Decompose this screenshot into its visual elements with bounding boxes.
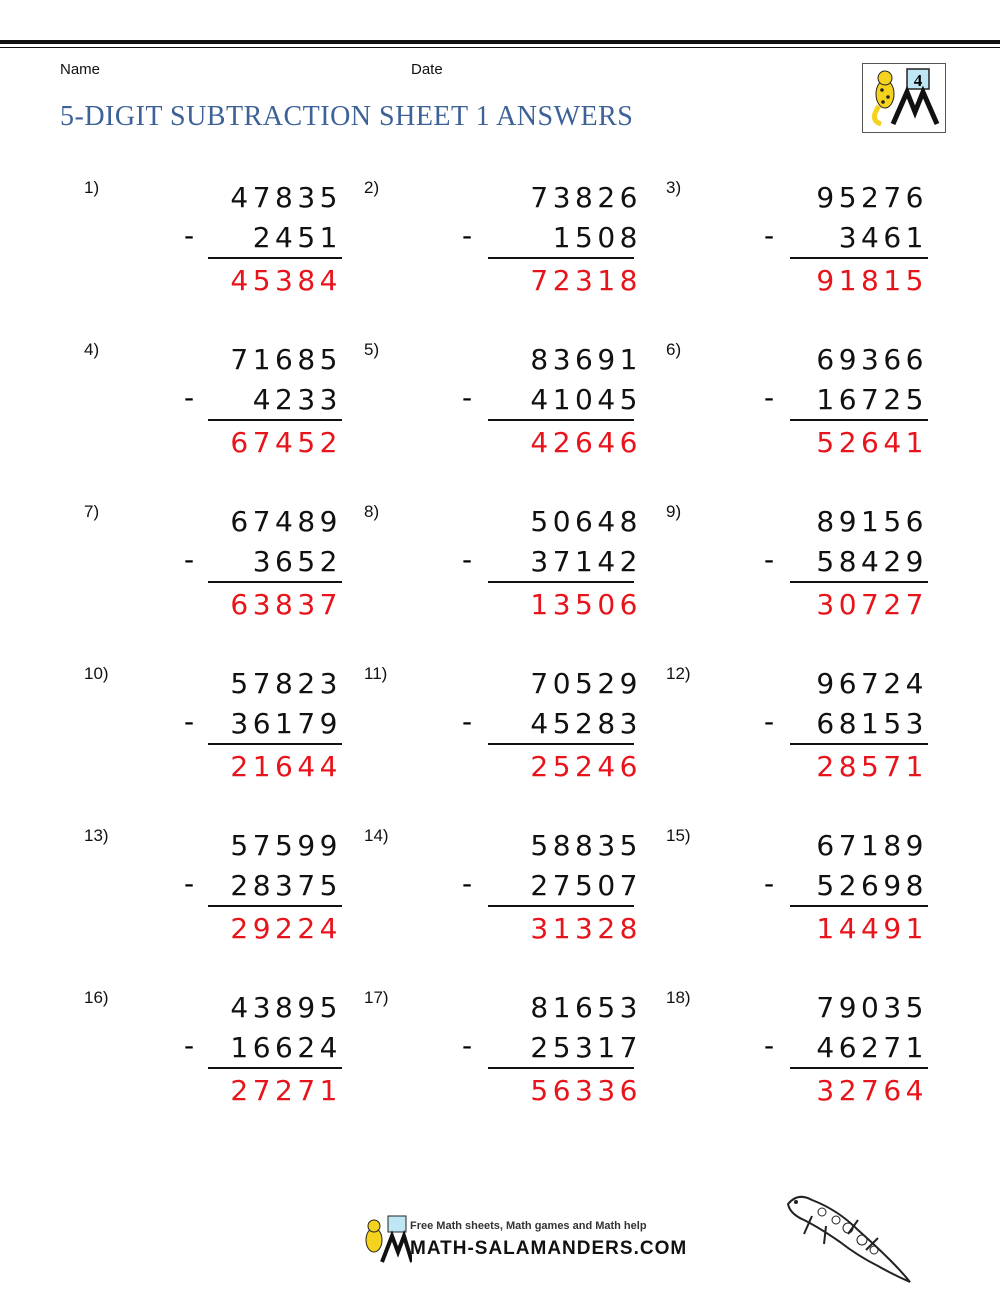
subtrahend: 28375 <box>230 869 342 902</box>
problem-5 <box>364 340 642 480</box>
subtrahend: 27507 <box>530 869 642 902</box>
problem-7 <box>84 502 342 642</box>
answer-line <box>790 1067 928 1069</box>
answer: 63837 <box>230 588 342 621</box>
subtrahend: 1508 <box>552 221 642 254</box>
problem-17 <box>364 988 642 1128</box>
answer-line <box>488 743 634 745</box>
problem-9 <box>666 502 928 642</box>
minus-sign: - <box>462 219 473 252</box>
answer-line <box>208 257 342 259</box>
minus-sign: - <box>764 705 775 738</box>
subtrahend: 2451 <box>252 221 342 254</box>
minus-sign: - <box>184 543 195 576</box>
answer-line <box>790 905 928 907</box>
problem-number: 9) <box>666 502 682 521</box>
minus-sign: - <box>462 1029 473 1062</box>
answer-line <box>790 419 928 421</box>
answer-line <box>790 581 928 583</box>
minuend: 69366 <box>816 343 928 376</box>
answer-line <box>208 905 342 907</box>
answer-line <box>488 581 634 583</box>
problem-11 <box>364 664 642 804</box>
minuend: 79035 <box>816 991 928 1024</box>
minuend: 71685 <box>230 343 342 376</box>
grade-logo <box>862 63 946 133</box>
answer: 32764 <box>816 1074 928 1107</box>
problem-10 <box>84 664 342 804</box>
problem-6 <box>666 340 928 480</box>
subtrahend: 25317 <box>530 1031 642 1064</box>
salamander-icon <box>778 1186 913 1286</box>
answer-line <box>790 257 928 259</box>
answer: 45384 <box>230 264 342 297</box>
subtrahend: 68153 <box>816 707 928 740</box>
answer: 30727 <box>816 588 928 621</box>
minuend: 81653 <box>530 991 642 1024</box>
problem-number: 13) <box>84 826 109 845</box>
top-rule-thin <box>0 47 1000 48</box>
minuend: 73826 <box>530 181 642 214</box>
problem-number: 7) <box>84 502 100 521</box>
problem-number: 2) <box>364 178 380 197</box>
problem-number: 14) <box>364 826 389 845</box>
subtrahend: 36179 <box>230 707 342 740</box>
problem-number: 11) <box>364 664 388 683</box>
answer: 27271 <box>230 1074 342 1107</box>
problem-1 <box>84 178 342 318</box>
answer: 42646 <box>530 426 642 459</box>
subtrahend: 45283 <box>530 707 642 740</box>
problem-number: 1) <box>84 178 100 197</box>
minuend: 57823 <box>230 667 342 700</box>
minuend: 58835 <box>530 829 642 862</box>
problem-number: 18) <box>666 988 691 1007</box>
subtrahend: 3652 <box>252 545 342 578</box>
minus-sign: - <box>184 867 195 900</box>
minuend: 83691 <box>530 343 642 376</box>
problem-number: 17) <box>364 988 389 1007</box>
minuend: 47835 <box>230 181 342 214</box>
date-label: Date <box>411 61 443 78</box>
minus-sign: - <box>184 1029 195 1062</box>
answer: 13506 <box>530 588 642 621</box>
grade-badge: 4 <box>913 71 923 90</box>
answer-line <box>488 257 634 259</box>
minus-sign: - <box>764 381 775 414</box>
name-label: Name <box>60 61 101 78</box>
minus-sign: - <box>764 219 775 252</box>
minuend: 70529 <box>530 667 642 700</box>
minuend: 95276 <box>816 181 928 214</box>
subtrahend: 4233 <box>252 383 342 416</box>
minuend: 96724 <box>816 667 928 700</box>
answer-line <box>790 743 928 745</box>
top-rule <box>0 40 1000 44</box>
problem-number: 6) <box>666 340 682 359</box>
answer: 31328 <box>530 912 642 945</box>
subtrahend: 41045 <box>530 383 642 416</box>
minuend: 50648 <box>530 505 642 538</box>
answer: 72318 <box>530 264 642 297</box>
problem-12 <box>666 664 928 804</box>
problem-2 <box>364 178 642 318</box>
answer-line <box>488 1067 634 1069</box>
answer: 91815 <box>816 264 928 297</box>
minus-sign: - <box>462 543 473 576</box>
problem-8 <box>364 502 642 642</box>
subtrahend: 16725 <box>816 383 928 416</box>
minuend: 57599 <box>230 829 342 862</box>
answer-line <box>488 419 634 421</box>
problem-14 <box>364 826 642 966</box>
problem-number: 12) <box>666 664 691 683</box>
answer: 56336 <box>530 1074 642 1107</box>
subtrahend: 52698 <box>816 869 928 902</box>
answer: 25246 <box>530 750 642 783</box>
problem-3 <box>666 178 928 318</box>
footer-site: MATH-SALAMANDERS.COM <box>410 1238 688 1259</box>
problem-13 <box>84 826 342 966</box>
problem-number: 15) <box>666 826 691 845</box>
footer-tagline: Free Math sheets, Math games and Math help <box>410 1220 647 1232</box>
problem-15 <box>666 826 928 966</box>
math-salamanders-logo-icon <box>352 1212 412 1264</box>
problem-number: 16) <box>84 988 109 1007</box>
problem-number: 5) <box>364 340 380 359</box>
subtrahend: 37142 <box>530 545 642 578</box>
minus-sign: - <box>462 381 473 414</box>
minus-sign: - <box>764 543 775 576</box>
answer: 67452 <box>230 426 342 459</box>
minus-sign: - <box>184 381 195 414</box>
answer-line <box>488 905 634 907</box>
minus-sign: - <box>764 1029 775 1062</box>
subtrahend: 16624 <box>230 1031 342 1064</box>
salamander-teacher-icon <box>863 64 945 132</box>
answer: 21644 <box>230 750 342 783</box>
subtrahend: 58429 <box>816 545 928 578</box>
minuend: 67489 <box>230 505 342 538</box>
answer: 29224 <box>230 912 342 945</box>
page-title: 5-DIGIT SUBTRACTION SHEET 1 ANSWERS <box>60 101 634 132</box>
answer: 28571 <box>816 750 928 783</box>
answer-line <box>208 1067 342 1069</box>
problem-number: 4) <box>84 340 100 359</box>
minus-sign: - <box>184 705 195 738</box>
problem-4 <box>84 340 342 480</box>
subtrahend: 3461 <box>838 221 928 254</box>
minus-sign: - <box>184 219 195 252</box>
minuend: 67189 <box>816 829 928 862</box>
answer: 52641 <box>816 426 928 459</box>
answer-line <box>208 581 342 583</box>
problem-number: 10) <box>84 664 109 683</box>
problem-number: 8) <box>364 502 380 521</box>
minus-sign: - <box>462 867 473 900</box>
minus-sign: - <box>764 867 775 900</box>
problem-number: 3) <box>666 178 682 197</box>
problem-18 <box>666 988 928 1128</box>
answer-line <box>208 743 342 745</box>
answer: 14491 <box>816 912 928 945</box>
minuend: 43895 <box>230 991 342 1024</box>
answer-line <box>208 419 342 421</box>
minus-sign: - <box>462 705 473 738</box>
minuend: 89156 <box>816 505 928 538</box>
subtrahend: 46271 <box>816 1031 928 1064</box>
problem-16 <box>84 988 342 1128</box>
